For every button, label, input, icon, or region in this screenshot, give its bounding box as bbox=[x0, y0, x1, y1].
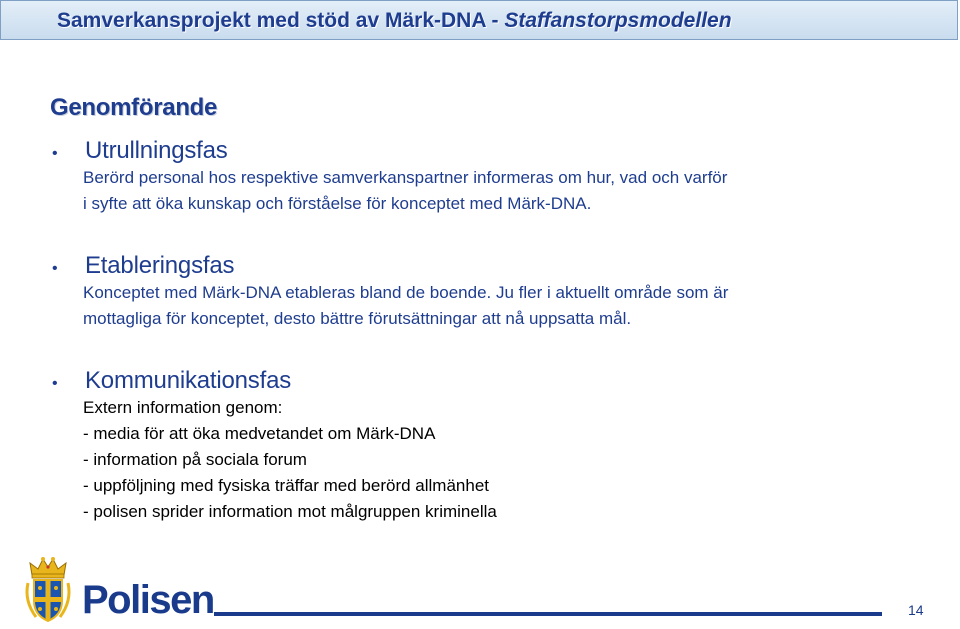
phase-description-line: Konceptet med Märk-DNA etableras bland de boende. Ju fler i aktuellt område som är bbox=[83, 283, 729, 302]
phase-block-utrullning bbox=[50, 137, 950, 217]
header-band bbox=[0, 0, 958, 40]
phase-block-etablering bbox=[50, 252, 950, 332]
page-number: 14 bbox=[908, 602, 924, 618]
phase-list-item: - polisen sprider information mot målgruppen kriminella bbox=[83, 502, 497, 521]
phase-description-line: mottagliga för konceptet, desto bättre förutsättningar att nå uppsatta mål. bbox=[83, 309, 632, 328]
phase-title: Utrullningsfas bbox=[85, 137, 228, 164]
phase-description-line: Berörd personal hos respektive samverkanspartner informeras om hur, vad och varför bbox=[83, 168, 728, 187]
bullet-icon: • bbox=[52, 260, 58, 277]
phase-list-item: - information på sociala forum bbox=[83, 450, 307, 469]
slide-title bbox=[57, 9, 732, 33]
polisen-logo-text: Polisen bbox=[82, 578, 214, 622]
slide-title-main: Samverkansprojekt med stöd av Märk-DNA - bbox=[57, 9, 505, 32]
section-heading: Genomförande bbox=[50, 94, 218, 121]
slide-title-italic: Staffanstorpsmodellen bbox=[504, 9, 732, 32]
phase-description-line: i syfte att öka kunskap och förståelse för konceptet med Märk-DNA. bbox=[83, 194, 592, 213]
phase-list-item: - uppföljning med fysiska träffar med berörd allmänhet bbox=[83, 476, 489, 495]
phase-title: Etableringsfas bbox=[85, 252, 235, 279]
phase-description-line: Extern information genom: bbox=[83, 398, 283, 417]
footer-divider bbox=[214, 612, 882, 616]
phase-list-item: - media för att öka medvetandet om Märk-DNA bbox=[83, 424, 436, 443]
phase-block-kommunikation bbox=[50, 367, 950, 525]
phase-title: Kommunikationsfas bbox=[85, 367, 292, 394]
bullet-icon: • bbox=[52, 375, 58, 392]
police-crest-icon bbox=[22, 555, 74, 625]
bullet-icon: • bbox=[52, 145, 58, 162]
